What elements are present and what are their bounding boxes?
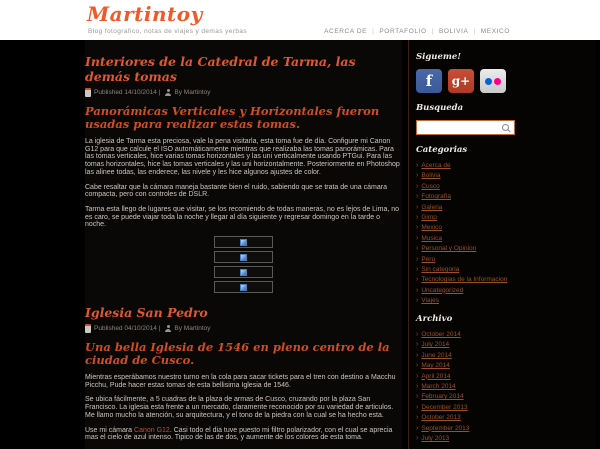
site-header [0,0,600,40]
list-item [416,331,596,338]
author-icon [165,89,171,96]
nav-separator: | [431,28,434,35]
post-subtitle: Una bella Iglesia de 1546 en pleno centro de la ciudad de Cusco. [85,340,390,368]
chevron-right-icon: › [416,276,419,284]
post-paragraph: Se ubica fácilmente, a 5 cuadras de la plaza de armas de Cusco, cruzando por la plaza San Francisco. La iglesia esta frente a un mercado, claramente reconocido por su variedad de articulos. Me llamo mucho la atención, su arquitectura, y el tono de la piedra con la cual se ha hecho esta. [85,396,394,419]
post-paragraph [85,427,402,442]
category-link[interactable]: Acerca de [421,162,451,169]
list-item [416,172,596,179]
broken-image-icon [240,254,247,261]
category-link[interactable]: Galeria [421,203,443,211]
chevron-right-icon: › [416,383,419,391]
list-item [416,383,596,390]
chevron-right-icon: › [416,403,419,411]
chevron-right-icon: › [416,234,419,242]
archive-link[interactable]: December 2013 [421,403,468,411]
archive-link[interactable]: October 2013 [421,414,461,422]
archive-link[interactable]: April 2014 [421,372,451,380]
categories-heading: Categorias [416,145,468,155]
google-plus-icon[interactable] [448,69,474,93]
chevron-right-icon: › [416,372,419,380]
paragraph-text: . Casi todo el dia tuve puesto mi filtro polarizador, con el cual se aprecia mas el cielo de azul intenso. Tipico de las de dos, y aumente de los colores de esta toma. [85,426,393,442]
flickr-blue-dot [485,78,492,85]
chevron-right-icon: › [416,424,419,432]
chevron-right-icon: › [416,331,419,339]
follow-heading: Sigueme! [416,52,462,62]
list-item [416,204,596,211]
chevron-right-icon: › [416,362,419,370]
category-link[interactable]: Gimp [421,213,437,221]
list-item [416,183,596,190]
list-item [416,193,596,200]
photo-gallery [85,236,402,293]
chevron-right-icon: › [416,393,419,401]
site-logo[interactable]: Martintoy [87,2,203,26]
nav-separator: | [372,28,375,35]
nav-item-mexico[interactable]: MEXICO [480,28,510,35]
category-link[interactable]: Cusco [421,182,440,190]
chevron-right-icon: › [416,286,419,294]
post-title-link[interactable]: Interiores de la Catedral de Tarma, las demás tomas [85,54,356,84]
page-body [0,40,600,449]
list-item [416,414,596,421]
archive-link[interactable]: October 2014 [421,331,461,339]
nav-item-bolivia[interactable]: BOLIVIA [438,28,469,35]
post-subtitle: Panorámicas Verticales y Horizontales fueron usadas para realizar estas tomas. [85,104,380,131]
list-item [416,435,596,442]
post-meta [85,324,402,333]
post-paragraph: Cabe resaltar que la cámara maneja bastante bien el ruido, sabiendo que se trata de una cámara compacta, pero con controles de DSLR. [85,183,387,199]
chevron-right-icon: › [416,414,419,422]
archive-heading: Archivo [416,314,453,325]
post-meta [85,88,402,97]
archive-link[interactable]: July 2014 [421,341,450,349]
chevron-right-icon: › [416,341,419,349]
list-item [416,276,596,283]
calendar-icon [85,88,91,97]
chevron-right-icon: › [416,172,419,180]
broken-image-icon [240,239,247,246]
main-nav [324,28,510,35]
broken-image-placeholder[interactable] [214,266,273,278]
chevron-right-icon: › [416,213,419,221]
post-iglesia-san-pedro [85,305,402,442]
google-plus-glyph: g+ [451,74,471,88]
list-item [416,214,596,221]
chevron-right-icon: › [416,182,419,190]
list-item [416,393,596,400]
list-item [416,287,596,294]
category-link[interactable]: Viajes [421,297,439,305]
site-tagline: Blog fotografico, notas de viajes y demas yerbas [88,28,248,35]
category-link[interactable]: Tecnologias de la Informacion [421,276,508,284]
sidebar [408,40,596,449]
chevron-right-icon: › [416,351,419,359]
broken-image-placeholder[interactable] [214,281,273,293]
category-link[interactable]: Peru [421,255,436,263]
list-item [416,362,596,369]
category-link[interactable]: Uncategorized [421,286,464,294]
flickr-pink-dot [494,78,501,85]
broken-image-icon [240,269,247,276]
author-byline[interactable]: By Martintoy [174,89,211,96]
archive-list [416,331,596,442]
paragraph-text: Use mi cámara [85,426,135,434]
categories-list [416,162,596,304]
facebook-icon[interactable] [416,69,442,93]
nav-separator: | [473,28,476,35]
post-interiores-catedral-tarma [85,54,402,293]
main-content [85,40,402,449]
search-box [416,120,515,135]
archive-link[interactable]: March 2014 [421,383,456,391]
list-item [416,297,596,304]
nav-item-portafolio[interactable]: PORTAFOLIO [379,28,427,35]
chevron-right-icon: › [416,162,419,169]
post-title-link[interactable]: Iglesia San Pedro [85,305,208,321]
broken-image-icon [240,284,247,291]
list-item [416,235,596,242]
chevron-right-icon: › [416,193,419,201]
calendar-icon [85,324,91,333]
list-item [416,373,596,380]
flickr-icon[interactable] [480,69,506,93]
search-icon[interactable] [502,124,509,131]
chevron-right-icon: › [416,434,419,442]
social-icons [416,69,596,93]
category-link[interactable]: Personal y Opinion [421,245,477,253]
canon-g12-link[interactable]: Canon G12 [134,426,170,434]
list-item [416,341,596,348]
chevron-right-icon: › [416,203,419,211]
list-item [416,404,596,411]
broken-image-placeholder[interactable] [214,236,273,248]
facebook-glyph: f [425,72,433,90]
author-byline[interactable]: By Martintoy [174,325,211,333]
chevron-right-icon: › [416,297,419,305]
published-date: Published 14/10/2014 | [94,89,161,96]
broken-image-placeholder[interactable] [214,251,273,263]
list-item [416,352,596,359]
list-item [416,425,596,432]
list-item [416,224,596,231]
archive-link[interactable]: June 2014 [421,351,452,359]
post-paragraph: Tarma esta llego de lugares que visitar, se los recomiendo de todas maneras, no es lejos de Lima, no es caro, se puede viajar toda la noche y llegar al día siguiente y regresar domingo en la tarde o noche. [85,205,400,229]
list-item [416,245,596,252]
category-link[interactable]: Sin categoria [421,265,460,273]
archive-link[interactable]: July 2013 [421,434,450,442]
chevron-right-icon: › [416,255,419,263]
search-input[interactable] [419,121,503,132]
category-link[interactable]: Bolivia [421,172,441,180]
post-paragraph: La iglesia de Tarma esta preciosa, vale la pena visitarla, esta toma fue de día. Configure mi Canon G12 para que calcule el ISO automáticamente mientras que realizaba las tomas panorámicas. Para las tomas verticales, hice varias tomas horizontales y las uni verticalmente usando PTGui. Para las tomas horizontales, hice las tomas verticales y las uni horizontalmente. Posteriormente en Photoshop las alinee todas, las enderece, las nivele y les hice algunos ajustes de color. [85,138,400,176]
list-item [416,266,596,273]
post-paragraph: Mientras esperábamos nuestro turno en la cola para sacar tickets para el tren con destino a Macchu Picchu, Pude hacer estas tomas de esta bellisima Iglesia de 1546. [85,374,396,389]
archive-link[interactable]: May 2014 [421,362,450,370]
chevron-right-icon: › [416,245,419,253]
list-item [416,256,596,263]
chevron-right-icon: › [416,265,419,273]
search-heading: Busqueda [416,103,464,113]
category-link[interactable]: Musica [421,234,442,242]
chevron-right-icon: › [416,224,419,232]
list-item [416,162,596,169]
archive-link[interactable]: September 2013 [421,424,470,432]
archive-link[interactable]: February 2014 [421,393,464,401]
published-date: Published 04/10/2014 | [94,325,161,333]
nav-item-acerca-de[interactable]: ACERCA DE [324,28,368,35]
category-link[interactable]: Fotografía [421,193,451,201]
author-icon [165,325,171,332]
category-link[interactable]: Mexico [421,224,442,232]
